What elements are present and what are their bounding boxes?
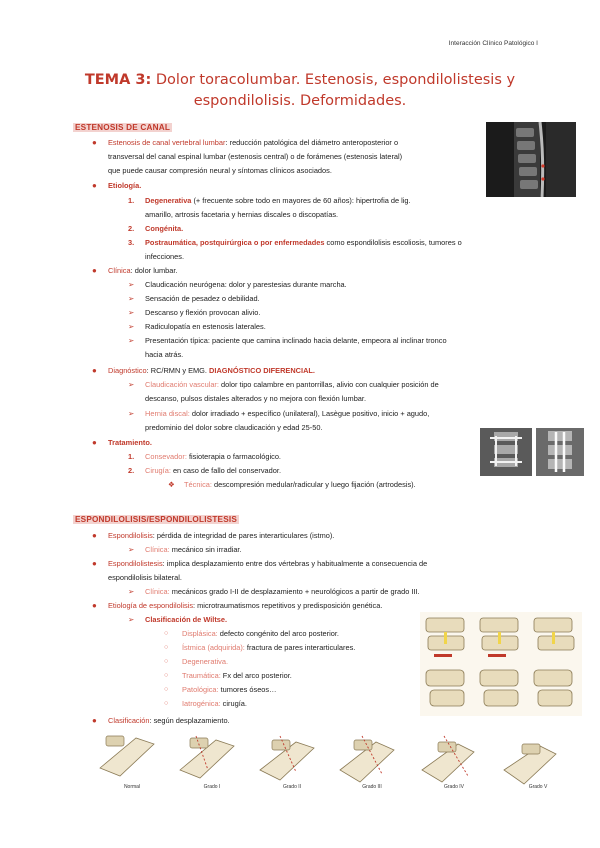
arrow-bullet-icon: ➢	[128, 615, 135, 624]
wiltse-illustrations	[420, 612, 582, 716]
bullet-icon: ●	[92, 266, 97, 275]
circle-bullet-icon: ○	[164, 644, 169, 651]
text-line: amarillo, artrosis facetaria y hernias discales o discopatías.	[145, 210, 339, 219]
text-line: Iatrogénica: cirugía.	[182, 699, 247, 708]
arrow-bullet-icon: ➢	[128, 294, 135, 303]
circle-bullet-icon: ○	[164, 686, 169, 693]
bullet-icon: ●	[92, 181, 97, 190]
page-title	[60, 70, 540, 112]
text-line: Estenosis de canal vertebral lumbar: reducción patológica del diámetro anteroposterior o	[108, 138, 399, 147]
text-line: espondilolisis bilateral.	[108, 573, 182, 582]
text-line: Sensación de pesadez o debilidad.	[145, 294, 260, 303]
grade-label: Grado V	[528, 784, 548, 790]
running-header: Interacción Clínico Patológico I	[448, 40, 538, 47]
text-line: Técnica: descompresión medular/radicular y luego fijación (artrodesis).	[184, 480, 416, 489]
arrow-bullet-icon: ➢	[128, 409, 135, 418]
text-line: Postraumática, postquirúrgica o por enfermedades como espondilolisis escoliosis, tumores o	[145, 238, 462, 247]
text-line: Displásica: defecto congénito del arco posterior.	[182, 629, 339, 638]
title-tema: TEMA 3:	[84, 72, 152, 88]
xray-image	[536, 428, 584, 476]
grades-illustration	[92, 730, 584, 790]
arrow-bullet-icon: ➢	[128, 545, 135, 554]
bullet-icon: ●	[92, 716, 97, 725]
section-estenosis-heading: ESTENOSIS DE CANAL	[75, 123, 171, 132]
text-line: Traumática: Fx del arco posterior.	[182, 671, 292, 680]
text-line: Clínica: dolor lumbar.	[108, 266, 178, 275]
circle-bullet-icon: ○	[164, 630, 169, 637]
grade-label: Grado I	[203, 784, 221, 790]
text-line: Radiculopatía en estenosis laterales.	[145, 322, 266, 331]
text-line: Espondilolisis: pérdida de integridad de pares interarticulares (istmo).	[108, 531, 335, 540]
bullet-icon: ●	[92, 531, 97, 540]
xray-image	[480, 428, 532, 476]
text-line: Hernia discal: dolor irradiado + específico (unilateral), Lasègue positivo, inicio + agudo,	[145, 409, 430, 418]
etiologia-heading: Etiología.	[108, 181, 142, 190]
text-line: Claudicación neurógena: dolor y parestesias durante marcha.	[145, 280, 347, 289]
mri-lumbar-image	[486, 122, 576, 197]
list-number: 2.	[128, 224, 135, 233]
bullet-icon: ●	[92, 559, 97, 568]
arrow-bullet-icon: ➢	[128, 587, 135, 596]
text-line: que puede causar compresión neural y síntomas clínicos asociados.	[108, 166, 332, 175]
text-line: Degenerativa.	[182, 657, 229, 666]
grade-label: Normal	[123, 784, 141, 790]
arrow-bullet-icon: ➢	[128, 308, 135, 317]
text-line: Presentación típica: paciente que camina inclinado hacia delante, empeora al inclinar tronco	[145, 336, 447, 345]
arrow-bullet-icon: ➢	[128, 280, 135, 289]
diamond-bullet-icon: ❖	[168, 480, 175, 489]
text-line: Clínica: mecánico sin irradiar.	[145, 545, 242, 554]
text-line: Descanso y flexión provocan alivio.	[145, 308, 261, 317]
text-line: Claudicación vascular: dolor tipo calambre en pantorrillas, alivio con cualquier posición de	[145, 380, 439, 389]
text-line: predominio del dolor sobre claudicación y edad 25-50.	[145, 423, 323, 432]
title-line2: espondilolisis. Deformidades.	[193, 93, 407, 109]
bullet-icon: ●	[92, 138, 97, 147]
grade-label: Grado II	[282, 784, 302, 790]
text-line: Clínica: mecánicos grado I-II de desplazamiento + neurológicos a partir de grado III.	[145, 587, 420, 596]
list-number: 3.	[128, 238, 135, 247]
arrow-bullet-icon: ➢	[128, 380, 135, 389]
text-line: Cirugía: en caso de fallo del conservador.	[145, 466, 281, 475]
text-line: hacia atrás.	[145, 350, 184, 359]
text-line: Consevador: fisioterapia o farmacológico.	[145, 452, 281, 461]
text-line: Diagnóstico: RC/RMN y EMG. DIAGNÓSTICO DIFERENCIAL.	[108, 366, 315, 375]
section-espondilo-heading: ESPONDILOLISIS/ESPONDILOLISTESIS	[75, 515, 237, 524]
text-line: Clasificación: según desplazamiento.	[108, 716, 230, 725]
text-line: Congénita.	[145, 224, 184, 233]
text-line: infecciones.	[145, 252, 185, 261]
bullet-icon: ●	[92, 438, 97, 447]
arrow-bullet-icon: ➢	[128, 336, 135, 345]
circle-bullet-icon: ○	[164, 672, 169, 679]
bullet-icon: ●	[92, 601, 97, 610]
text-line: Ístmica (adquirida): fractura de pares interarticulares.	[182, 643, 356, 652]
text-line: transversal del canal espinal lumbar (estenosis central) o de forámenes (estenosis lateral)	[108, 152, 403, 161]
title-line1: Dolor toracolumbar. Estenosis, espondilolistesis y	[155, 72, 516, 88]
text-line: descanso, pulsos distales alterados y no mejora con flexión lumbar.	[145, 394, 367, 403]
grade-label: Grado IV	[443, 784, 465, 790]
bullet-icon: ●	[92, 366, 97, 375]
grade-label: Grado III	[362, 784, 382, 790]
text-line: Patológica: tumores óseos…	[182, 685, 277, 694]
tratamiento-heading: Tratamiento.	[108, 438, 152, 447]
list-number: 1.	[128, 196, 135, 205]
text-line: Espondilolistesis: implica desplazamiento entre dos vértebras y habitualmente a consecuencia de	[108, 559, 428, 568]
list-number: 2.	[128, 466, 135, 475]
wiltse-heading: Clasificación de Wiltse.	[145, 615, 228, 624]
text-line: Degenerativa (+ frecuente sobre todo en mayores de 60 años): hipertrofia de lig.	[145, 196, 411, 205]
list-number: 1.	[128, 452, 135, 461]
text-line: Etiología de espondilolisis: microtraumatismos repetitivos y predisposición genética.	[108, 601, 383, 610]
circle-bullet-icon: ○	[164, 658, 169, 665]
circle-bullet-icon: ○	[164, 700, 169, 707]
arrow-bullet-icon: ➢	[128, 322, 135, 331]
